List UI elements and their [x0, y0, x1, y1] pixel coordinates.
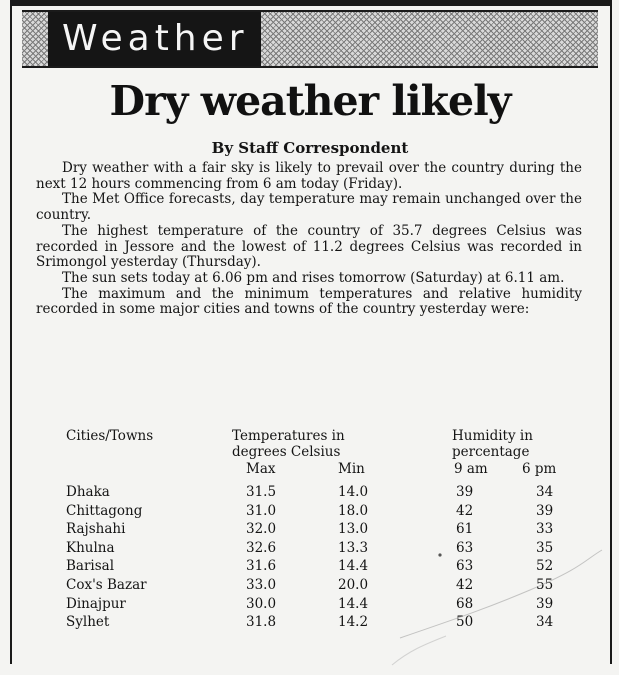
min-temp-cell: 13.3: [338, 539, 369, 556]
city-cell: Sylhet: [66, 614, 110, 631]
humidity-6pm-cell: 34: [536, 484, 554, 500]
min-temp-cell: 14.4: [338, 595, 369, 612]
paragraph: The Met Office forecasts, day temperature may remain unchanged over the country.: [36, 191, 582, 224]
city-cell: Dhaka: [66, 484, 110, 500]
max-temp-cell: 33.0: [246, 577, 277, 593]
humidity-6pm-cell: 34: [536, 614, 554, 631]
byline: By Staff Correspondent: [211, 139, 409, 157]
min-temp-cell: 18.0: [338, 502, 369, 519]
humidity-9am-cell: 42: [456, 502, 474, 519]
max-temp-cell: 30.0: [246, 595, 277, 612]
col-header-6pm: 6 pm: [522, 461, 557, 477]
humidity-9am-cell: 42: [456, 577, 474, 593]
paragraph: The maximum and the minimum temperatures and relative humidity recorded in some major cities and towns of the country yesterday were:: [36, 285, 582, 318]
min-temp-cell: 14.0: [338, 484, 369, 500]
city-cell: Khulna: [66, 539, 115, 556]
humidity-9am-cell: 63: [456, 558, 474, 575]
section-banner: [22, 10, 598, 68]
col-header-cities: Cities/Towns: [66, 428, 154, 444]
city-cell: Cox's Bazar: [66, 577, 147, 593]
col-header-min: Min: [338, 461, 365, 477]
max-temp-cell: 32.6: [246, 539, 277, 556]
min-temp-cell: 13.0: [338, 521, 369, 538]
col-header-9am: 9 am: [454, 461, 488, 477]
col-header-humidity: Humidity in: [452, 428, 533, 444]
paragraph: The sun sets today at 6.06 pm and rises tomorrow (Saturday) at 6.11 am.: [62, 269, 565, 286]
city-cell: Barisal: [66, 558, 115, 575]
col-header-temperatures: Temperatures in: [232, 428, 345, 444]
humidity-9am-cell: 61: [456, 521, 474, 538]
humidity-9am-cell: 39: [456, 484, 474, 500]
max-temp-cell: 31.6: [246, 558, 277, 575]
city-cell: Chittagong: [66, 502, 143, 519]
humidity-6pm-cell: 33: [536, 521, 554, 538]
max-temp-cell: 31.8: [246, 614, 277, 631]
page-margin: [0, 0, 10, 675]
col-header-temperatures-unit: degrees Celsius: [232, 444, 341, 460]
paragraph: The highest temperature of the country of 35.7 degrees Celsius was recorded in Jessore and the lowest of 11.2 degrees Celsius was recorded in Srimongol yesterday (Thursday).: [36, 222, 582, 271]
max-temp-cell: 31.5: [246, 484, 277, 500]
min-temp-cell: 14.4: [338, 558, 369, 575]
col-header-humidity-unit: percentage: [452, 444, 530, 460]
weather-table: [36, 428, 582, 638]
city-cell: Rajshahi: [66, 521, 126, 538]
max-temp-cell: 32.0: [246, 521, 277, 538]
humidity-6pm-cell: 35: [536, 539, 554, 556]
humidity-6pm-cell: 39: [536, 595, 554, 612]
headline: Dry weather likely: [109, 77, 511, 125]
min-temp-cell: 14.2: [338, 614, 369, 631]
col-header-max: Max: [246, 461, 276, 477]
humidity-9am-cell: 68: [456, 595, 474, 612]
humidity-6pm-cell: 55: [536, 577, 554, 593]
humidity-9am-cell: 50: [456, 614, 474, 631]
article-body: [36, 161, 582, 318]
humidity-9am-cell: 63: [456, 539, 474, 556]
max-temp-cell: 31.0: [246, 502, 277, 519]
city-cell: Dinajpur: [66, 595, 126, 612]
section-label: Weather: [48, 12, 261, 66]
humidity-6pm-cell: 39: [536, 502, 554, 519]
min-temp-cell: 20.0: [338, 577, 369, 593]
paragraph: Dry weather with a fair sky is likely to prevail over the country during the next 12 hours commencing from 6 am today (Friday).: [36, 160, 582, 192]
humidity-6pm-cell: 52: [536, 558, 554, 575]
